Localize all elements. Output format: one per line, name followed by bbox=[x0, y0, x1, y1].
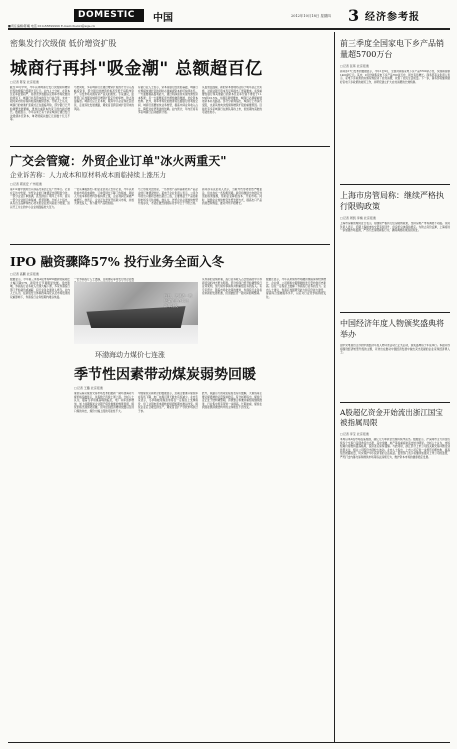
editor-line: ■责任编辑/陈曦 电话:010-88899999 E-mail:chenxi@ssje.cn bbox=[8, 24, 95, 28]
article1-column-3: 有银行业人士表示，资本是银行经营的基础，城商行在规模快速扩张的同时必须重视资本的可持续补充。一方面要提高盈利能力，通过利润留存实现内源性资本积累；另一方面要拓宽外源性融资渠道，优化资本结构。此外，利率市场化的推进将压缩银行的利差空间，城商行需要加快业务转型，提高中间业务收入占比，降低对存贷利差的依赖。业内预计，年内还将有多家城商行启动融资计划。 bbox=[138, 86, 198, 115]
sidebar-item4-body: 本周以来A股市场震荡加剧，超亿元大单资金出现持续净流出。数据显示，沪深两市主力资金连续多个交易日呈现净流出态势，其中金融、地产等权重板块流出较为明显。分析人士认为，市场短期仍将维持震荡格局，投资者应保持谨慎。与此同时，浙江部分上市公司因关联交易问题受到监管关注，相关公司股价出现较大波动。业内人士指出，上市公司应进一步规范治理结构，提高信息披露质量，切实保护中小投资者的合法权益。监管部门表示将继续加强对上市公司的监管，严厉打击内幕交易和操纵市场等违法违规行为，维护资本市场的健康稳定发展。 bbox=[340, 438, 450, 459]
article4-kicker: 环渤海动力煤价七连涨 bbox=[95, 351, 165, 359]
article2-subheadline: 企业诉苦称：人力成本和原材料成本面临持续上涨压力 bbox=[10, 171, 166, 179]
article3-column-4: 数据还显示，今年以来债券市场融资规模保持较快增长，企业债、公司债和中期票据的发行量均创历史新高。这在一定程度上缓解了券商投行业务的压力。业内人士建议，券商应加强研究能力和定价能力建设，提高综合金融服务水平，以应对行业竞争格局的变化。 bbox=[266, 278, 326, 299]
section-label-cn: 中国 bbox=[153, 13, 173, 24]
article3-column-2: 一位券商投行人士透露，目前排队等待发行的企业数 bbox=[74, 278, 134, 281]
sidebar-item3-body: 由中央电视台主办的中国经济年度人物评选活动已正式启动，颁奖盛典将于年底举行。本届评选将围绕经济转型升级的主题，评选出在推动中国经济发展中做出突出贡献的企业家和经济界人士。 bbox=[340, 344, 450, 355]
sidebar-item1-headline: 前三季度全国家电下乡产品销量超5700万台 bbox=[340, 39, 444, 59]
masthead bbox=[8, 6, 450, 28]
article4-headline: 季节性因素带动煤炭弱势回暖 bbox=[74, 367, 256, 383]
masthead-rule bbox=[8, 28, 450, 30]
article1-column-4: 从监管层面看，新的资本管理办法将于明年起正式实施，对商业银行资本充足率提出了更高要求。系统重要性银行和其他银行的资本充足率分别不得低于11.5%和10.5%。为满足新规要求，城商行必须提前规划资本补充路径。部分分析师指出，城商行上市步伐受阻，也是其转向次级债和增资扩股的重要原因。目前仍有多家城商行在排队等待上市，但短期内获批的可能性较小。 bbox=[202, 86, 262, 115]
paper-logo: 经济参考报 bbox=[365, 12, 420, 23]
article3-byline: □记者 高鹏 北京报道 bbox=[10, 272, 39, 276]
section-label-text: DOMESTIC bbox=[78, 10, 135, 20]
article2-column-1: 第112届中国进出口商品交易会正在广州举行。记者在走访中发现，外贸企业的订单情况出现明显分化：一部分企业订单饱满，甚至排到了明年上半年；而另一部分企业则订单锐减，经营困难。分析人士指出，具有自主品牌和核心技术的企业抗风险能力较强，而以代工为主的中小企业则面临较大压力。 bbox=[10, 188, 70, 209]
article3-column-3: 从券商的业绩来看，投行业务收入占比较高的中小券商受到的冲击更为明显。部分券商已经开始调整投行业务架构，加大债券承销和并购重组业务的投入。有专家预计，随着市场化改革的推进，券商投行业务将迎来新的发展机遇，但需要经历一段时间的调整期。 bbox=[202, 278, 262, 296]
article1-byline: □记者 陈莹 北京报道 bbox=[10, 80, 39, 84]
article2-column-2: 一位从事服装出口的企业负责人告诉记者，今年以来欧美市场需求疲软，订单量同比下降了约两成，同时人力成本和原材料价格持续上涨，企业利润空间被严重挤压。他表示，企业正在尝试开拓新兴市场，并加大研发投入，努力提升产品附加值。 bbox=[74, 188, 134, 206]
sidebar-item2-byline: □记者 周凯 李楠 北京报道 bbox=[340, 216, 376, 220]
footer-rule bbox=[8, 742, 450, 743]
sidebar-item4-byline: □记者 李宝 北京报道 bbox=[340, 432, 369, 436]
article2-byline: □记者 郭延安 广州报道 bbox=[10, 182, 42, 186]
sidebar-divider bbox=[334, 32, 335, 742]
photo-caption: 近日，天津港一艘 运煤船正在卸货 新华社发 bbox=[164, 294, 192, 308]
article1-column-2: 与此同时，多家城商行还通过增资扩股的方式引入战略投资者，部分银行的增资价格甚至低于每股净资产，引发市场对国有资产流失的担忧。专家建议，监管部门应加强对城商行增资扩股定价的审核，防止利益输送。城商行应立足本地，服务中小企业和社区居民，走差异化发展道路，避免盲目跨区域扩张带来的风险。 bbox=[74, 86, 134, 111]
sidebar-rule-2 bbox=[340, 312, 450, 313]
sidebar-rule-3 bbox=[340, 402, 450, 403]
coal-ship-photo bbox=[74, 282, 198, 344]
sidebar-item1-body: 商务部17日发布的数据显示，今年1至9月，全国共销售家电下乡产品5700余万台，实现销售额1400余亿元。其中，9月份销售家电下乡产品700余万台，同比有所增长。商务部有关负责人表示，家电下乡政策的实施有效拉动了农村消费，改善了农民生活质量。下一步，商务部将继续做好家电下乡政策的收尾工作，并研究建立扩大农村消费的长效机制。 bbox=[340, 70, 450, 84]
article4-column-2: 中国煤炭运销协会的数据显示，近期主要港口煤炭库存有所下降，电厂存煤可用天数也有所减少。业内专家表示，冬季取暖用煤需求将在一定程度上支撑煤价，但工业用电需求疲软的局面短期内难以改变。煤炭企业应合理安排生产，避免盲目扩产导致市场供过于求。 bbox=[138, 392, 198, 413]
issue-date: 2012年10月18日 星期四 bbox=[291, 14, 331, 18]
sidebar-item1-byline: □记者 张莫 北京报道 bbox=[340, 64, 369, 68]
sidebar-item2-body: 上海市房屋管理局近日表示，将继续严格执行住房限购政策，坚持房地产市场调控不动摇。该局负责人表示，近期上海楼市成交量有所回升，但房价总体保持稳定。为防止房价反弹，上海将进一步加强市场监测，严厉打击违规销售行为，确保调控政策落到实处。 bbox=[340, 222, 450, 233]
article2-divider bbox=[10, 244, 330, 245]
article3-column-1: 数据显示，今年前三季度A股市场IPO融资规模同比大幅下降57%，新股发行节奏明显放缓。受此影响，券商投行业务收入出现大幅下滑，多家券商投行部门开始裁员或减薪，投行业务全面进入寒冬。业内人士认为，在新股发行体制改革深化以及市场低迷的双重影响下，券商投行业务短期内难以恢复。 bbox=[10, 278, 70, 299]
article4-column-3: 此外，铁路运力的紧张程度也有所缓解，大秦线等主要运煤通道的运量保持稳定。有分析师指出，煤炭行业正处于结构调整期，资源整合和兼并重组将继续推进，行业集中度有望进一步提高。长期来看，煤炭在我国能源消费结构中的主体地位不会改变。 bbox=[202, 392, 262, 410]
article1-headline: 城商行再抖"吸金潮" 总额超百亿 bbox=[10, 59, 263, 79]
article4-column-1: 秦皇岛海运煤炭交易市场发布的最新一期环渤海动力煤价格指数显示，该指数已连续七周上涨。分析人士认为，随着冬季用煤高峰的临近，电厂补库需求增加，加上前期煤炭企业限产保价措施的效果显现，煤炭价格出现弱势回暖。但考虑到经济增速放缓以及进口煤的冲击，煤价大幅上涨的可能性不大。 bbox=[74, 392, 134, 413]
article4-byline: □记者 王璐 北京报道 bbox=[74, 386, 103, 390]
sidebar-item2-headline: 上海市房管局称：继续严格执行限购政策 bbox=[340, 191, 444, 211]
article2-column-3: 与之形成对比的是，一些机电产品和高新技术产品企业的订单情况较好。某电子企业负责人表示，公司今年的出口额同比增长超过三成，主要得益于产品创新和市场多元化战略。他认为，外贸企业必须加快转型升级步伐，才能在激烈的国际竞争中立于不败之地。 bbox=[138, 188, 198, 206]
article3-headline: IPO 融资骤降57% 投行业务全面入冬 bbox=[10, 254, 225, 269]
article1-column-1: 截至10月中旬，今年以来城商行发行次级债和增资扩股的规模已经超过百亿元。业内人士分析，在资本充足率监管趋严、存款竞争加剧以及利率市场化推进的背景下，城商行补充资本的压力日益凸显，未来一段时间内仍将保持较高的融资需求。分析人士认为，城商行的快速扩张模式正在面临考验，部分银行已开始调整发展策略，更加注重资本约束下的内涵式增长。数据显示，今年以来已有十余家城商行通过发行次级债补充资本，单笔规模从数亿元到数十亿元不等。 bbox=[10, 86, 70, 122]
page-number: 3 bbox=[348, 6, 360, 25]
article2-column-4: 商务部有关负责人表示，当前外贸形势依然严峻复杂，但也存在一些积极因素。政府将继续出台稳定外需的政策措施，帮助企业降低成本、开拓市场。同时，鼓励企业加快转变外贸发展方式，提高出口产品的质量和效益，推动外贸平稳增长。 bbox=[202, 188, 262, 206]
sidebar-item3-headline: 中国经济年度人物颁奖盛典将举办 bbox=[340, 319, 444, 339]
sidebar-rule-1 bbox=[340, 184, 450, 185]
article2-headline: 广交会管窥：外贸企业订单"冰火两重天" bbox=[10, 154, 227, 168]
article1-kicker: 密集发行次级债 低价增资扩股 bbox=[10, 39, 117, 48]
sidebar-item4-headline: A股超亿资金开始流出浙江国宝被指属局限 bbox=[340, 408, 443, 427]
article1-divider bbox=[10, 146, 330, 147]
